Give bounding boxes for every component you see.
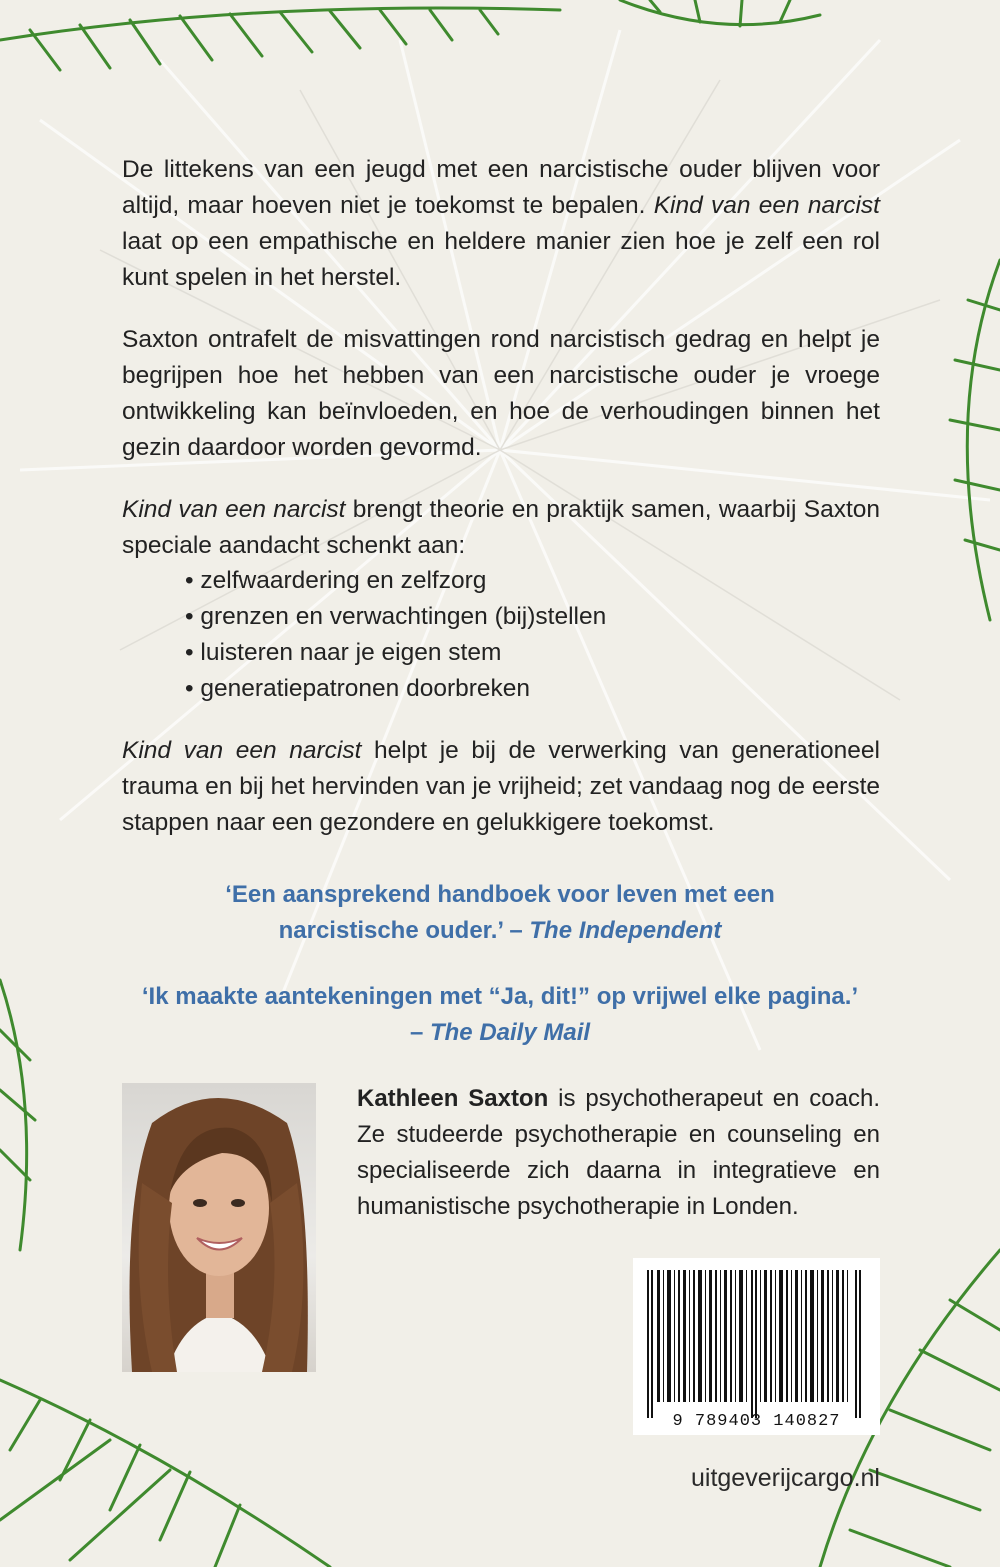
intro-paragraph: [122, 152, 880, 296]
closing-paragraph: [122, 733, 880, 841]
author-bio: [357, 1081, 880, 1225]
author-bio-text: is psychotherapeut en coach. Ze studeerde psychotherapie en counseling en specialiseerde zich daarna in integratieve en humanistische psychotherapie in Londen.: [357, 1085, 880, 1220]
isbn-barcode: [633, 1258, 880, 1435]
quote-line: narcistische ouder.’ – The Independent: [278, 917, 722, 944]
review-quote-independent: [100, 877, 900, 949]
book-title-italic: Kind van een narcist: [122, 737, 362, 764]
description-paragraph: Saxton ontrafelt de misvattingen rond narcistisch gedrag en helpt je begrijpen hoe het hebben van een narcistische ouder je vroege ontwikkeling kan beïnvloeden, en hoe de verhoudingen binnen het gezin daardoor worden gevormd.: [122, 326, 880, 461]
quote-source: The Daily Mail: [429, 1019, 591, 1046]
publisher-website[interactable]: uitgeverijcargo.nl: [691, 1464, 880, 1492]
author-photo: [122, 1083, 316, 1372]
list-item: • zelfwaardering en zelfzorg: [185, 563, 606, 599]
closing-text: helpt je bij de verwerking van generationeel trauma en bij het hervinden van je vrijheid; zet vandaag nog de eerste stappen naar een gezondere en gelukkigere toekomst.: [122, 737, 880, 836]
focus-paragraph: [122, 492, 880, 564]
quote-source: The Independent: [529, 917, 722, 944]
isbn-number: 9 789403 140827: [672, 1412, 841, 1431]
book-title-italic: Kind van een narcist: [122, 496, 346, 523]
list-item: • grenzen en verwachtingen (bij)stellen: [185, 599, 606, 635]
quote-line: – The Daily Mail: [409, 1019, 591, 1046]
review-quote-daily-mail: [100, 979, 900, 1051]
quote-line: ‘Een aansprekend handboek voor leven met een: [225, 881, 775, 908]
intro-text: De littekens van een jeugd met een narcistische ouder blijven voor altijd, maar hoeven niet je toekomst te bepalen.: [122, 156, 880, 219]
focus-text: brengt theorie en praktijk samen, waarbij Saxton speciale aandacht schenkt aan:: [122, 496, 880, 559]
intro-text-end: laat op een empathische en heldere manier zien hoe je zelf een rol kunt spelen in het herstel.: [122, 228, 880, 291]
quote-line: ‘Ik maakte aantekeningen met “Ja, dit!” op vrijwel elke pagina.’: [141, 983, 859, 1010]
list-item: • luisteren naar je eigen stem: [185, 635, 606, 671]
list-item: • generatiepatronen doorbreken: [185, 671, 606, 707]
focus-list: [185, 563, 606, 707]
author-name: Kathleen Saxton: [357, 1085, 549, 1112]
book-title-italic: Kind van een narcist: [653, 192, 880, 219]
